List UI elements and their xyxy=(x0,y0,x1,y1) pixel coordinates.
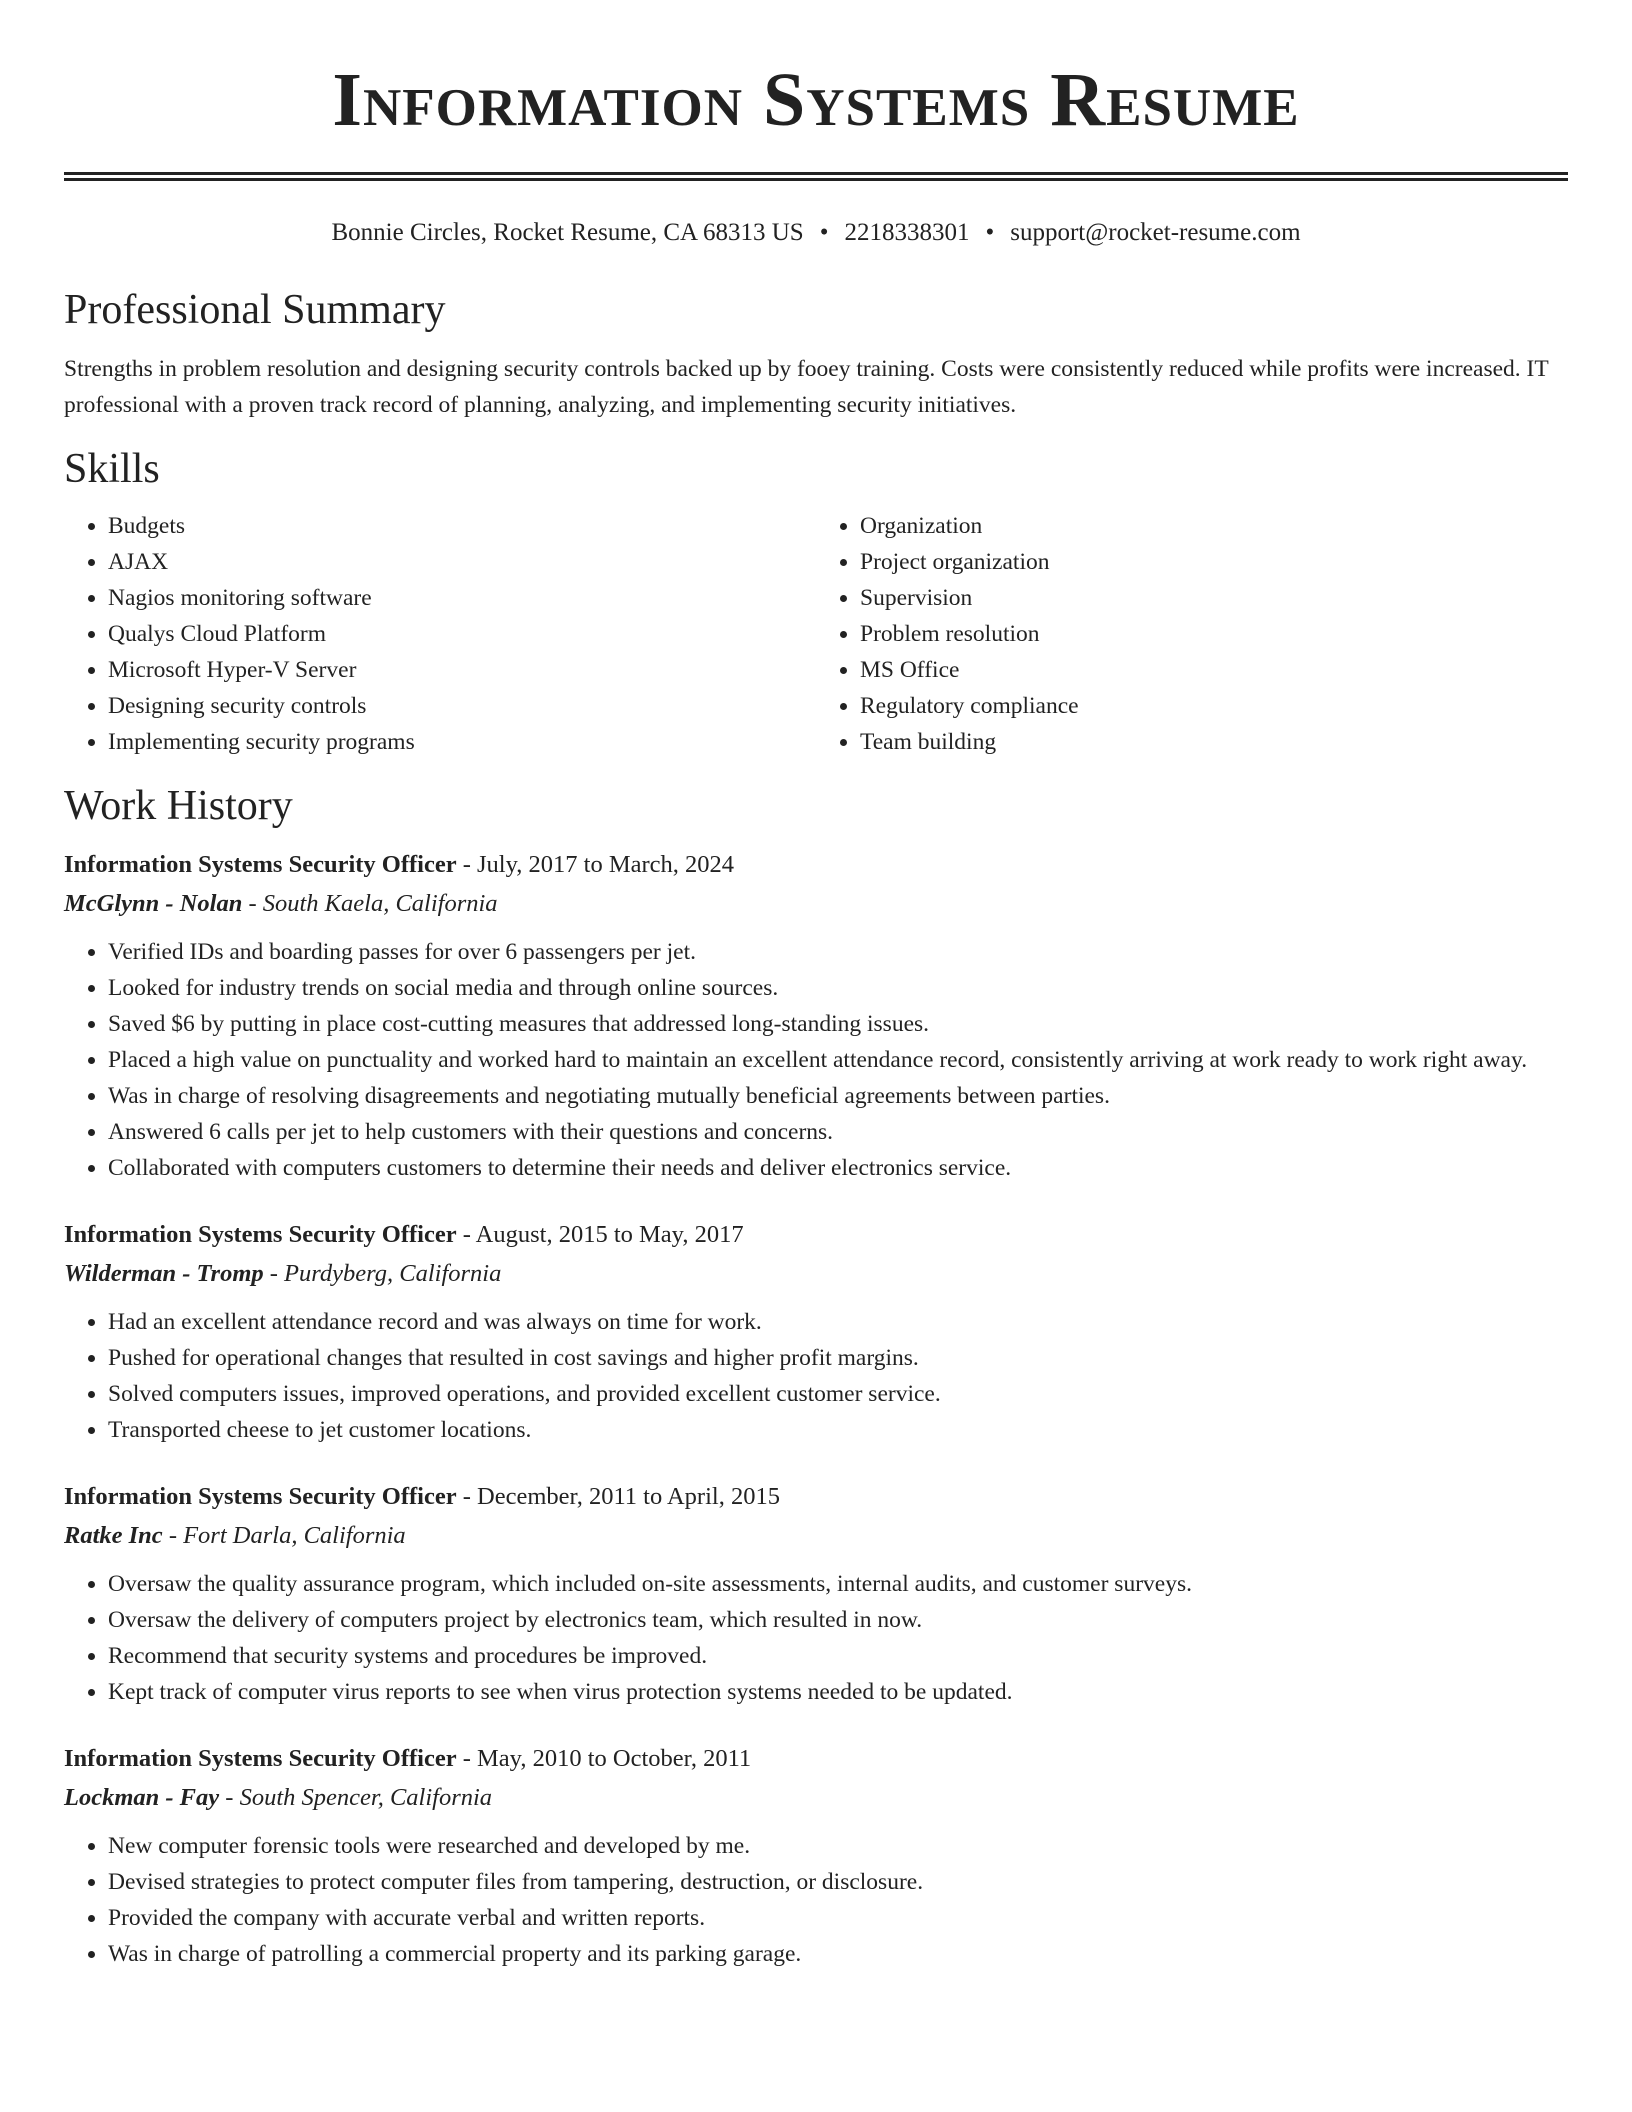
job-bullet: • Was in charge of patrolling a commercial property and its parking garage. xyxy=(108,1936,1568,1972)
company-location: - Purdyberg, California xyxy=(263,1260,502,1287)
work-history-list xyxy=(64,846,1568,1972)
company-name: McGlynn - Nolan xyxy=(64,890,243,917)
job-entry xyxy=(64,1216,1568,1448)
job-title: Information Systems Security Officer xyxy=(64,851,457,878)
job-title: Information Systems Security Officer xyxy=(64,1483,457,1510)
job-bullet: • Kept track of computer virus reports to see when virus protection systems needed to be updated. xyxy=(108,1674,1568,1710)
company-name: Lockman - Fay xyxy=(64,1784,220,1811)
contact-separator: • xyxy=(819,219,829,246)
job-dates: - August, 2015 to May, 2017 xyxy=(456,1221,744,1248)
skill-item: • Team building xyxy=(860,724,1568,760)
resume-page xyxy=(64,0,1568,1972)
summary-heading: Professional Summary xyxy=(64,287,446,333)
skill-item: • Qualys Cloud Platform xyxy=(108,616,816,652)
contact-phone: 2218338301 xyxy=(844,219,970,246)
job-bullet: • Answered 6 calls per jet to help customers with their questions and concerns. xyxy=(108,1114,1568,1150)
work-heading: Work History xyxy=(64,783,293,829)
job-bullet: • Saved $6 by putting in place cost-cutting measures that addressed long-standing issues. xyxy=(108,1006,1568,1042)
job-bullets xyxy=(64,1304,1568,1448)
job-bullet: • Devised strategies to protect computer files from tampering, destruction, or disclosure. xyxy=(108,1864,1568,1900)
job-bullet: • Solved computers issues, improved operations, and provided excellent customer service. xyxy=(108,1376,1568,1412)
job-bullets xyxy=(64,1566,1568,1710)
job-bullet: • Oversaw the delivery of computers project by electronics team, which resulted in now. xyxy=(108,1602,1568,1638)
job-header xyxy=(64,1478,1568,1516)
skills-right-list xyxy=(816,508,1568,760)
job-entry xyxy=(64,846,1568,1186)
job-bullets xyxy=(64,934,1568,1186)
title-divider xyxy=(64,172,1568,181)
skill-item: • Project organization xyxy=(860,544,1568,580)
summary-text: Strengths in problem resolution and designing security controls backed up by fooey training. Costs were consistently reduced while profits were increased. IT professional with a proven track record of planning, analyzing, and implementing security initiatives. xyxy=(64,356,1549,418)
job-dates: - July, 2017 to March, 2024 xyxy=(456,851,735,878)
job-company-line xyxy=(64,1516,1568,1556)
company-name: Ratke Inc xyxy=(64,1522,163,1549)
job-bullet: • Transported cheese to jet customer locations. xyxy=(108,1412,1568,1448)
skill-item: • Designing security controls xyxy=(108,688,816,724)
job-title: Information Systems Security Officer xyxy=(64,1221,457,1248)
company-location: - South Spencer, California xyxy=(219,1784,493,1811)
company-location: - Fort Darla, California xyxy=(162,1522,406,1549)
job-company-line xyxy=(64,884,1568,924)
skill-item: • MS Office xyxy=(860,652,1568,688)
job-bullets xyxy=(64,1828,1568,1972)
skills-left-list xyxy=(64,508,816,760)
job-bullet: • Looked for industry trends on social media and through online sources. xyxy=(108,970,1568,1006)
job-header xyxy=(64,1216,1568,1254)
job-bullet: • Collaborated with computers customers to determine their needs and deliver electronics service. xyxy=(108,1150,1568,1186)
job-dates: - December, 2011 to April, 2015 xyxy=(456,1483,780,1510)
skill-item: • Problem resolution xyxy=(860,616,1568,652)
job-entry xyxy=(64,1478,1568,1710)
job-company-line xyxy=(64,1778,1568,1818)
job-entry xyxy=(64,1740,1568,1972)
contact-address: Bonnie Circles, Rocket Resume, CA 68313 US xyxy=(331,219,804,246)
skill-item: • Regulatory compliance xyxy=(860,688,1568,724)
skill-item: • AJAX xyxy=(108,544,816,580)
job-bullet: • Pushed for operational changes that resulted in cost savings and higher profit margins. xyxy=(108,1340,1568,1376)
skill-item: • Budgets xyxy=(108,508,816,544)
contact-email: support@rocket-resume.com xyxy=(1010,219,1301,246)
job-bullet: • Verified IDs and boarding passes for over 6 passengers per jet. xyxy=(108,934,1568,970)
job-title: Information Systems Security Officer xyxy=(64,1745,457,1772)
contact-separator: • xyxy=(985,219,995,246)
job-bullet: • Oversaw the quality assurance program, which included on-site assessments, internal audits, and customer surveys. xyxy=(108,1566,1568,1602)
job-dates: - May, 2010 to October, 2011 xyxy=(456,1745,752,1772)
skills-heading: Skills xyxy=(64,446,160,492)
job-bullet: • New computer forensic tools were researched and developed by me. xyxy=(108,1828,1568,1864)
skill-item: • Nagios monitoring software xyxy=(108,580,816,616)
page-title: Information Systems Resume xyxy=(332,58,1300,142)
company-name: Wilderman - Tromp xyxy=(64,1260,264,1287)
job-bullet: • Had an excellent attendance record and was always on time for work. xyxy=(108,1304,1568,1340)
skill-item: • Implementing security programs xyxy=(108,724,816,760)
job-header xyxy=(64,1740,1568,1778)
contact-line xyxy=(64,217,1568,249)
skill-item: • Microsoft Hyper-V Server xyxy=(108,652,816,688)
skill-item: • Organization xyxy=(860,508,1568,544)
job-bullet: • Recommend that security systems and procedures be improved. xyxy=(108,1638,1568,1674)
job-company-line xyxy=(64,1254,1568,1294)
skills-grid xyxy=(64,508,1568,760)
job-bullet: • Placed a high value on punctuality and worked hard to maintain an excellent attendance record, consistently arriving at work ready to work right away. xyxy=(108,1042,1568,1078)
skill-item: • Supervision xyxy=(860,580,1568,616)
job-header xyxy=(64,846,1568,884)
job-bullet: • Provided the company with accurate verbal and written reports. xyxy=(108,1900,1568,1936)
company-location: - South Kaela, California xyxy=(242,890,498,917)
job-bullet: • Was in charge of resolving disagreements and negotiating mutually beneficial agreements between parties. xyxy=(108,1078,1568,1114)
